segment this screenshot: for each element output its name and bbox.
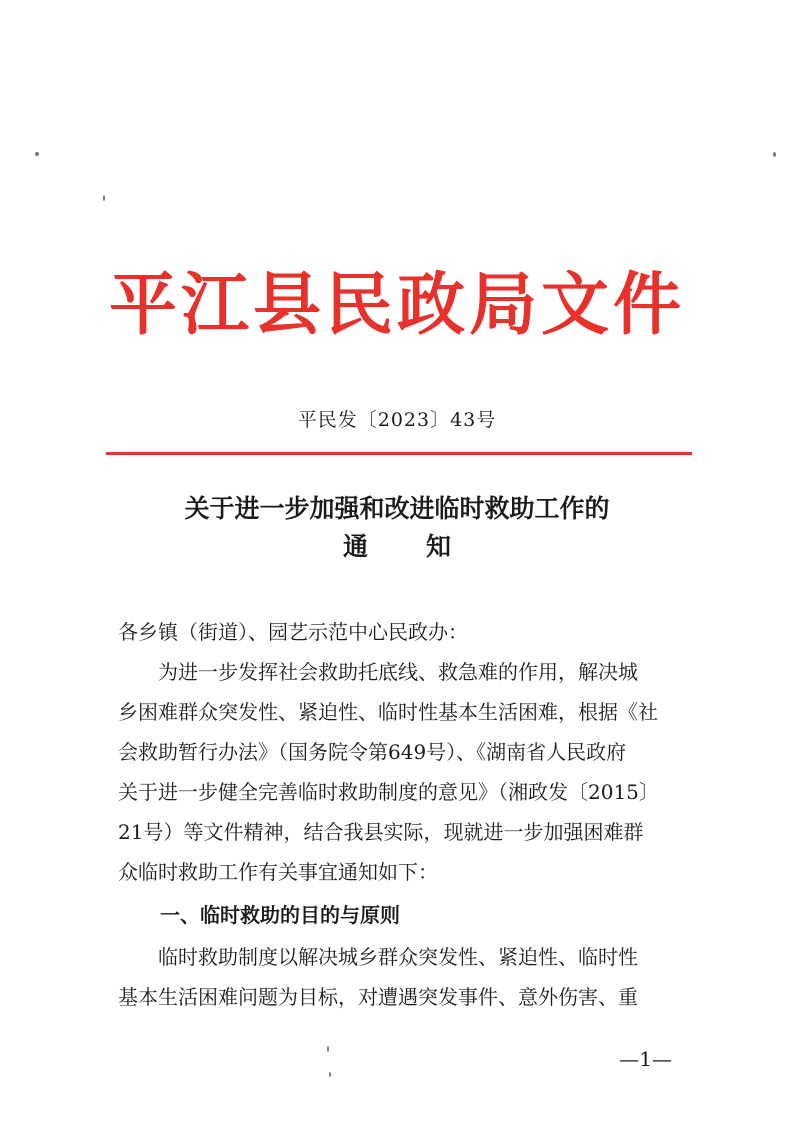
paragraph-line: 关于进一步健全完善临时救助制度的意见》（湘政发〔2015〕 bbox=[118, 780, 659, 804]
paragraph-line: 众临时救助工作有关事宜通知如下： bbox=[118, 860, 438, 884]
paragraph-line: 乡困难群众突发性、紧迫性、临时性基本生活困难，根据《社 bbox=[118, 700, 658, 724]
paragraph-intro bbox=[118, 652, 678, 892]
document-title bbox=[0, 490, 794, 566]
scan-speck bbox=[329, 1072, 331, 1077]
paragraph-line: 会救助暂行办法》（国务院令第649号）、《湖南省人民政府 bbox=[118, 740, 627, 764]
paragraph-line: 临时救助制度以解决城乡群众突发性、紧迫性、临时性 bbox=[158, 945, 638, 969]
section-heading-1: 一、临时救助的目的与原则 bbox=[160, 903, 400, 927]
scan-speck bbox=[35, 152, 39, 156]
issuing-authority-title: 平江县民政局文件 bbox=[108, 265, 685, 345]
paragraph-line: 基本生活困难问题为目标，对遭遇突发事件、意外伤害、重 bbox=[118, 985, 638, 1009]
document-number: 平民发〔2023〕43号 bbox=[297, 409, 497, 431]
page-number: —1— bbox=[619, 1047, 672, 1071]
paragraph-line: 为进一步发挥社会救助托底线、救急难的作用，解决城 bbox=[158, 660, 638, 684]
paragraph-section-1 bbox=[118, 937, 678, 1017]
header-red-rule bbox=[106, 452, 692, 455]
paragraph-line: 21号）等文件精神，结合我县实际，现就进一步加强困难群 bbox=[118, 820, 644, 844]
scan-speck bbox=[773, 152, 776, 157]
salutation: 各乡镇（街道）、园艺示范中心民政办： bbox=[118, 620, 468, 644]
scan-speck bbox=[103, 195, 105, 201]
document-title-line-1: 关于进一步加强和改进临时救助工作的 bbox=[184, 494, 610, 523]
scan-speck bbox=[327, 1046, 329, 1052]
document-title-line-2: 通知 bbox=[342, 532, 509, 561]
